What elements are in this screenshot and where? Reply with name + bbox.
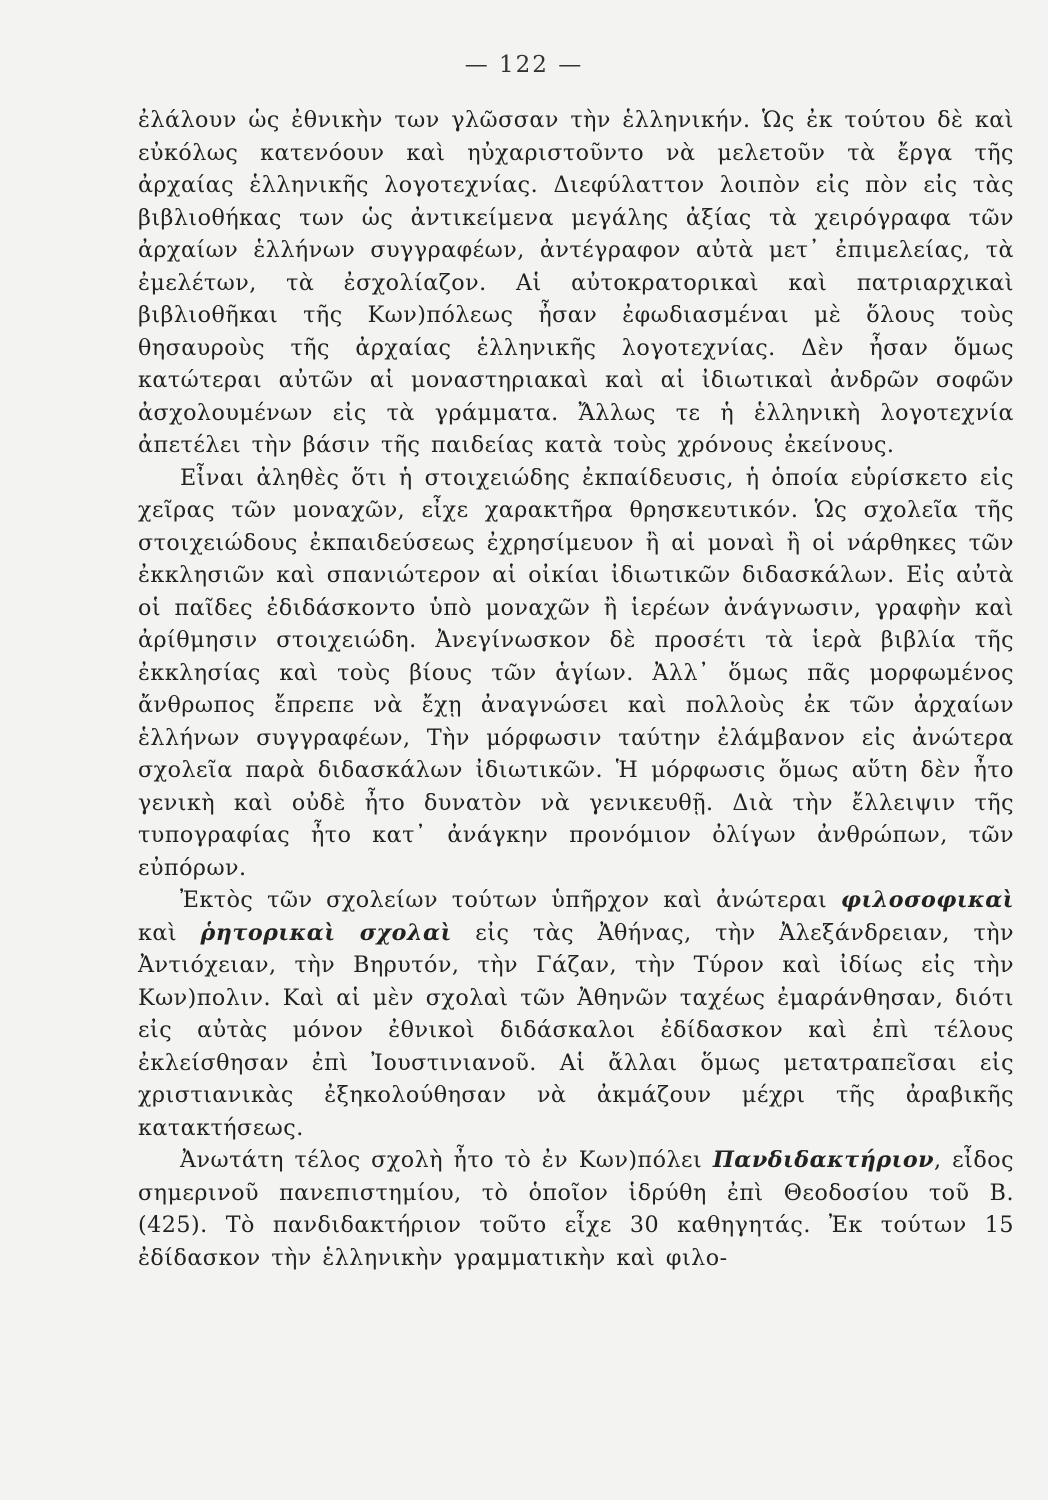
paragraph-3-text-start: Ἐκτὸς τῶν σχολείων τούτων ὑπῆρχον καὶ ἀνώτεραι	[180, 887, 841, 913]
paragraph-3	[138, 884, 1014, 1144]
paragraph-3-text-end: εἰς τὰς Ἀθήνας, τὴν Ἀλεξάνδρειαν, τὴν Ἀντιόχειαν, τὴν Βηρυτόν, τὴν Γάζαν, τὴν Τύρον καὶ ἰδίως εἰς τὴν Κων)πολιν. Καὶ αἱ μὲν σχολαὶ τῶν Ἀθηνῶν ταχέως ἐμαράνθησαν, διότι εἰς αὐτὰς μόνον ἐθνικοὶ διδάσκαλοι ἐδίδασκον καὶ ἐπὶ τέλους ἐκλείσθησαν ἐπὶ Ἰουστινιανοῦ. Αἱ ἄλλαι ὅμως μετατραπεῖσαι εἰς χριστιανικὰς ἐξηκολούθησαν νὰ ἀκμάζουν μέχρι τῆς ἀραβικῆς κατακτήσεως.	[138, 919, 1014, 1141]
paragraph-3-text-mid: καὶ	[138, 919, 201, 946]
page-number: — 122 —	[464, 52, 584, 78]
paragraph-4-text-start: Ἀνωτάτη τέλος σχολὴ ἦτο τὸ ἐν Κων)πόλει	[180, 1147, 713, 1173]
paragraph-1: ἐλάλουν ὡς ἐθνικὴν των γλῶσσαν τὴν ἑλληνικήν. Ὡς ἐκ τούτου δὲ καὶ εὐκόλως κατενόουν καὶ ηὐχαριστοῦντο νὰ μελετοῦν τὰ ἔργα τῆς ἀρχαίας ἑλληνικῆς λογοτεχνίας. Διεφύλαττον λοιπὸν εἰς πὸν εἰς τὰς βιβλιοθήκας των ὡς ἀντικείμενα μεγάλης ἀξίας τὰ χειρόγραφα τῶν ἀρχαίων ἑλλήνων συγγραφέων, ἀντέγραφον αὐτὰ μετ᾽ ἐπιμελείας, τὰ ἐμελέτων, τὰ ἐσχολίαζον. Αἱ αὐτοκρατορικαὶ καὶ πατριαρχικαὶ βιβλιοθῆκαι τῆς Κων)πόλεως ἦσαν ἐφωδιασμέναι μὲ ὅλους τοὺς θησαυροὺς τῆς ἀρχαίας ἑλληνικῆς λογοτεχνίας. Δὲν ἦσαν ὅμως κατώτεραι αὐτῶν αἱ μοναστηριακαὶ καὶ αἱ ἰδιωτικαὶ ἀνδρῶν σοφῶν ἀσχολουμένων εἰς τὰ γράμματα. Ἄλλως τε ἡ ἑλληνικὴ λογοτεχνία ἀπετέλει τὴν βάσιν τῆς παιδείας κατὰ τοὺς χρόνους ἐκείνους.	[138, 107, 1014, 458]
term-pandidakterion: Πανδιδακτήριον	[712, 1147, 935, 1173]
paragraph-4-text-end: , εἶδος σημερινοῦ πανεπιστημίου, τὸ ὁποῖον ἱδρύθη ἐπὶ Θεοδοσίου τοῦ Β. (425). Τὸ πανδιδακτήριον τοῦτο εἶχε 30 καθηγητάς. Ἐκ τούτων 15 ἐδίδασκον τὴν ἑλληνικὴν γραμματικὴν καὶ φιλο-	[138, 1147, 1014, 1271]
page-body	[138, 104, 1014, 1274]
term-rhetorical-schools: ῥητορικαὶ σχολαὶ	[200, 919, 452, 946]
paragraph-2: Εἶναι ἀληθὲς ὅτι ἡ στοιχειώδης ἐκπαίδευσις, ἡ ὁποία εὑρίσκετο εἰς χεῖρας τῶν μοναχῶν, εἶχε χαρακτῆρα θρησκευτικόν. Ὡς σχολεῖα τῆς στοιχειώδους ἐκπαιδεύσεως ἐχρησίμευον ἢ αἱ μοναὶ ἢ οἱ νάρθηκες τῶν ἐκκλησιῶν καὶ σπανιώτερον αἱ οἰκίαι ἰδιωτικῶν διδασκάλων. Εἰς αὐτὰ οἱ παῖδες ἐδιδάσκοντο ὑπὸ μοναχῶν ἢ ἱερέων ἀνάγνωσιν, γραφὴν καὶ ἀρίθμησιν στοιχειώδη. Ἀνεγίνωσκον δὲ προσέτι τὰ ἱερὰ βιβλία τῆς ἐκκλησίας καὶ τοὺς βίους τῶν ἁγίων. Ἀλλ᾽ ὅμως πᾶς μορφωμένος ἄνθρωπος ἔπρεπε νὰ ἔχῃ ἀναγνώσει καὶ πολλοὺς ἐκ τῶν ἀρχαίων ἑλλήνων συγγραφέων, Τὴν μόρφωσιν ταύτην ἐλάμβανον εἰς ἀνώτερα σχολεῖα παρὰ διδασκάλων ἰδιωτικῶν. Ἡ μόρφωσις ὅμως αὕτη δὲν ἦτο γενικὴ καὶ οὐδὲ ἦτο δυνατὸν νὰ γενικευθῇ. Διὰ τὴν ἔλλειψιν τῆς τυπογραφίας ἦτο κατ᾽ ἀνάγκην προνόμιον ὀλίγων ἀνθρώπων, τῶν εὐπόρων.	[138, 464, 1014, 881]
term-philosophical: φιλοσοφικαὶ	[840, 887, 1014, 913]
paragraph-4	[138, 1144, 1014, 1274]
